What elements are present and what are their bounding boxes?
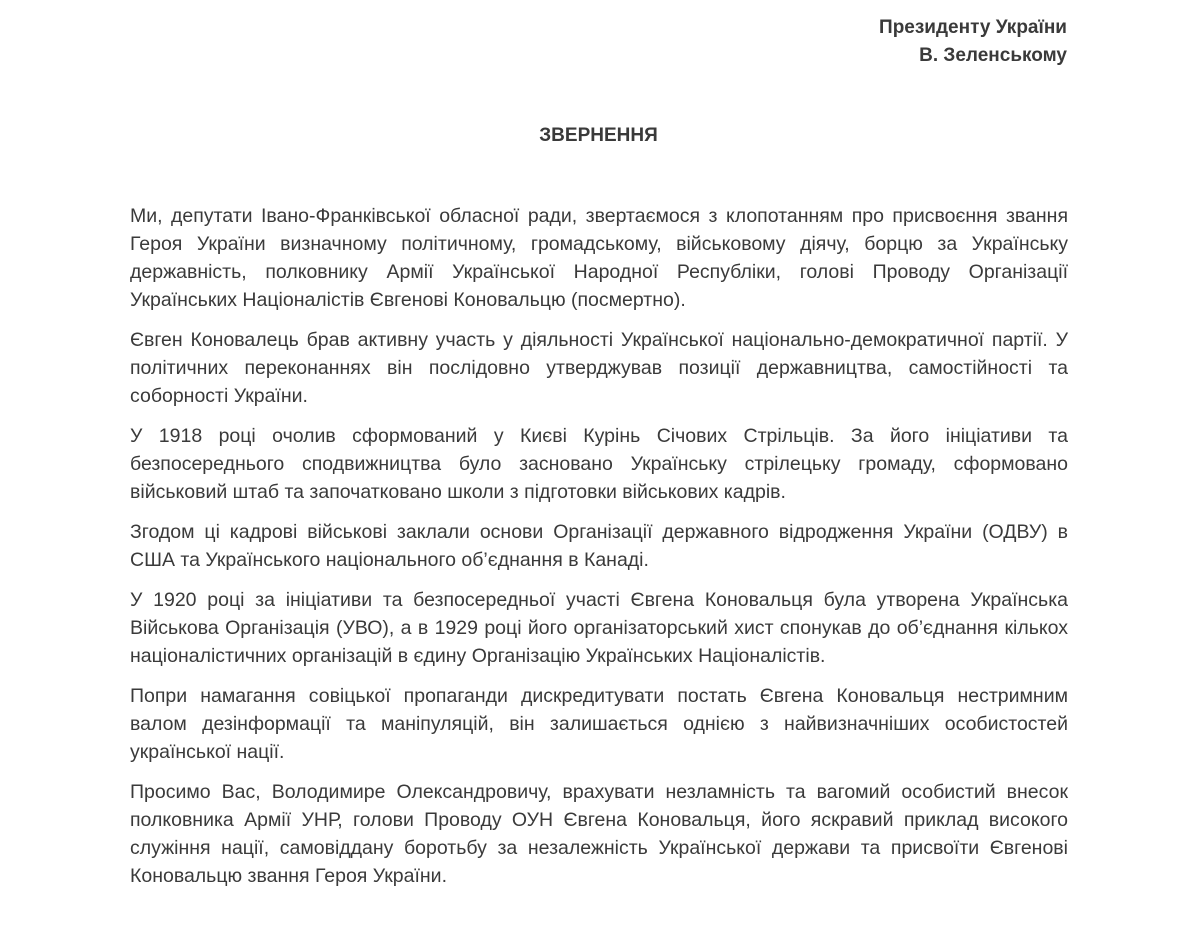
paragraph: Згодом ці кадрові військові заклали основи Організації державного відродження України (ОДВУ) в США та Українського національного об’єднання в Канаді.: [130, 521, 1068, 571]
addressee-line-title: Президенту України: [879, 17, 1067, 38]
paragraph: Просимо Вас, Володимире Олександровичу, врахувати незламність та вагомий особистий внесок полковника Армії УНР, голови Проводу ОУН Євгена Коновальця, його яскравий приклад високого служіння нації, самовіддану боротьбу за незалежність Української держави та присвоїти Євгенові Коновальцю звання Героя України.: [130, 781, 1068, 887]
paragraph: Євген Коновалець брав активну участь у діяльності Української національно-демократичної партії. У політичних переконаннях він послідовно утверджував позиції державництва, самостійності та соборності України.: [130, 329, 1068, 407]
addressee-line-name: В. Зеленському: [919, 45, 1067, 66]
paragraph: У 1920 році за ініціативи та безпосередньої участі Євгена Коновальця була утворена Українська Військова Організація (УВО), а в 1929 році його організаторський хист спонукав до об’єднання кількох націоналістичних організацій в єдину Організацію Українських Націоналістів.: [130, 589, 1068, 667]
addressee-block: [879, 14, 1067, 70]
paragraph: Ми, депутати Івано-Франківської обласної ради, звертаємося з клопотанням про присвоєння звання Героя України визначному політичному, громадському, військовому діячу, борцю за Українську державність, полковнику Армії Української Народної Республіки, голові Проводу Організації Українських Націоналістів Євгенові Коновальцю (посмертно).: [130, 205, 1068, 311]
document-title: ЗВЕРНЕННЯ: [539, 125, 658, 146]
paragraph: Попри намагання совіцької пропаганди дискредитувати постать Євгена Коновальця нестримним валом дезінформації та маніпуляцій, він залишається однією з найвизначніших особистостей української нації.: [130, 685, 1068, 763]
document-body: [130, 202, 1068, 902]
paragraph: У 1918 році очолив сформований у Києві Курінь Січових Стрільців. За його ініціативи та безпосереднього сподвижництва було засновано Українську стрілецьку громаду, сформовано військовий штаб та започатковано школи з підготовки військових кадрів.: [130, 425, 1068, 503]
